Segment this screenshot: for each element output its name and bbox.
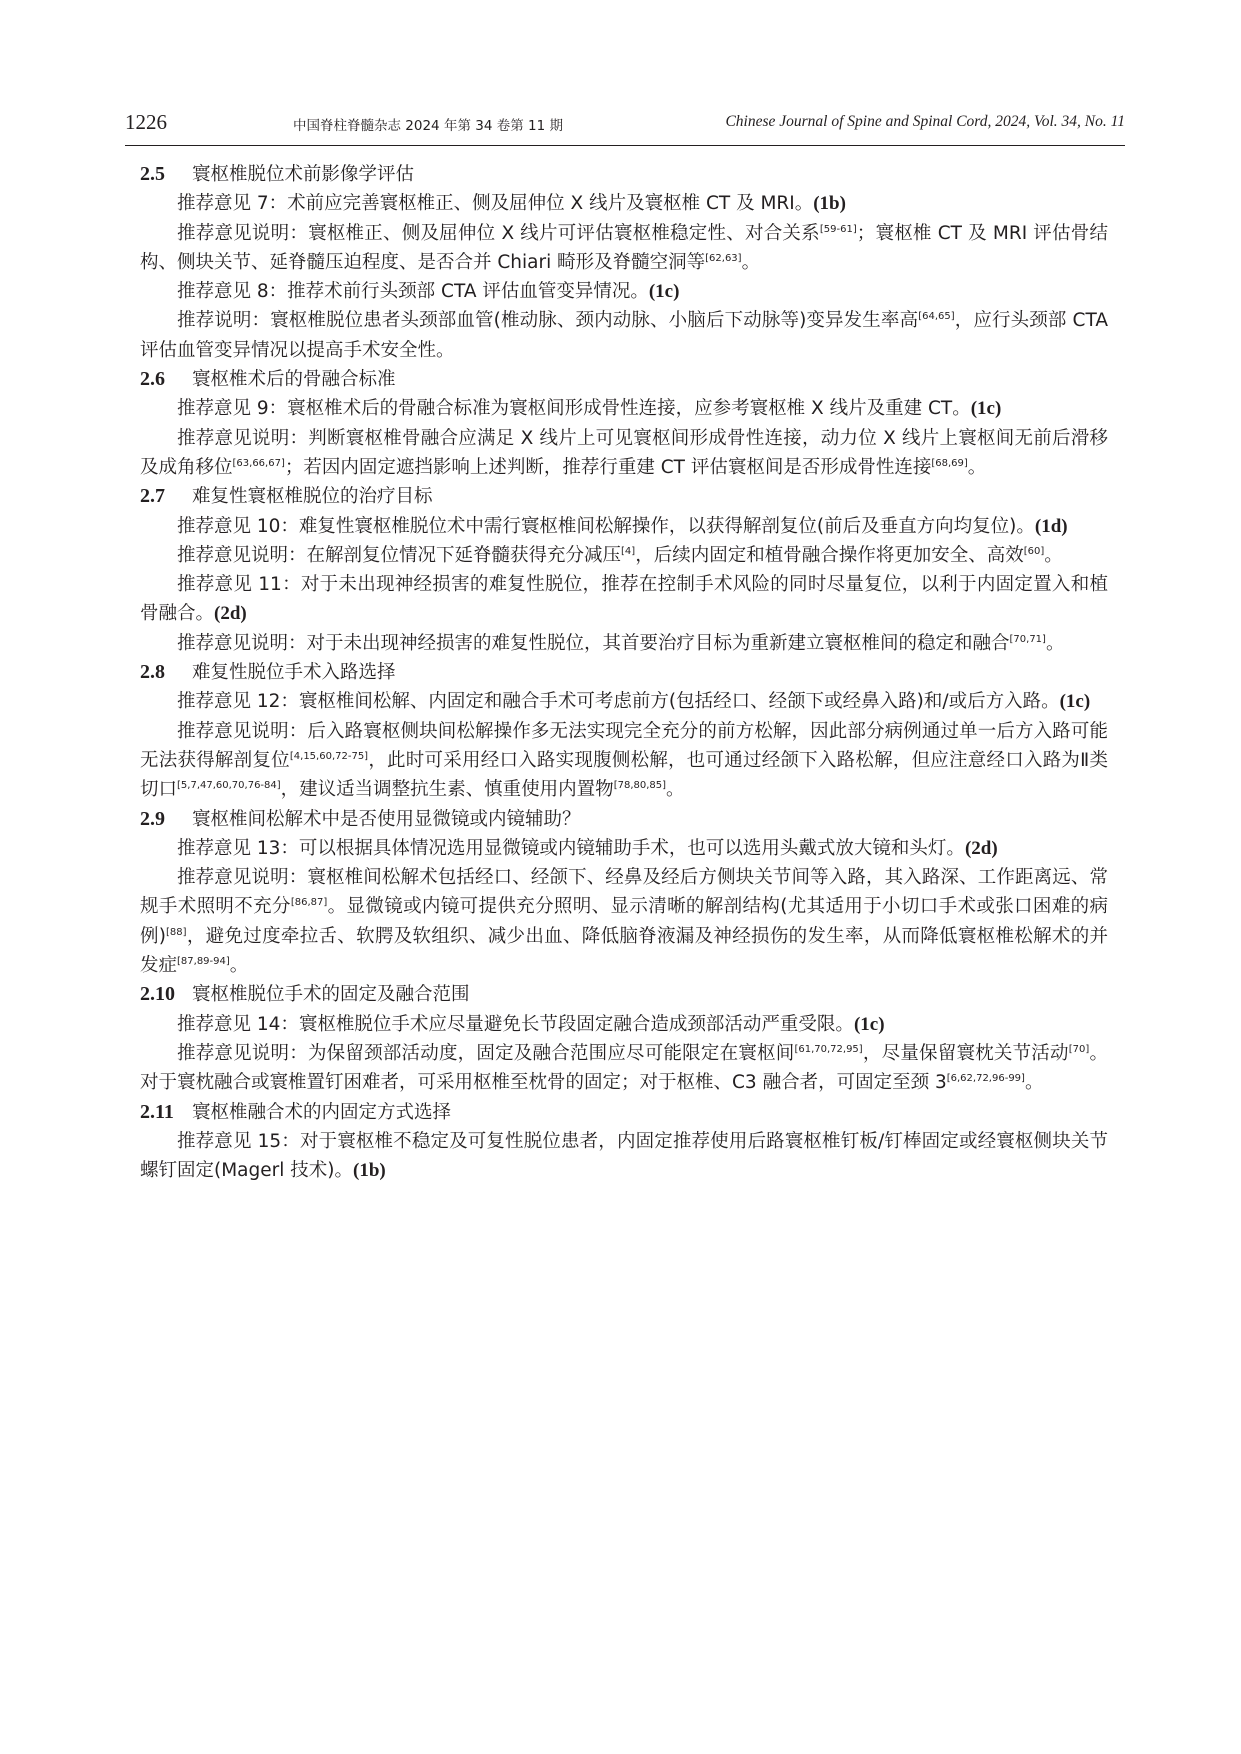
paragraph-text: ，此时可采用经口入路实现腹侧松解，也可通过经颌下入路松解，但应注意经口入路为Ⅱ类切口 xyxy=(140,749,1108,801)
section-title: 寰枢椎术后的骨融合标准 xyxy=(192,369,396,391)
citation-ref: [60] xyxy=(1023,545,1045,557)
evidence-level: (2d) xyxy=(964,837,998,859)
paragraph-text: ；寰枢椎 CT 及 MRI 评估骨结构、侧块关节、延脊髓压迫程度、是否合并 Chiari 畸形及脊髓空洞等 xyxy=(140,222,1108,273)
recommendation-paragraph xyxy=(140,424,1108,483)
citation-ref: [78,80,85] xyxy=(613,780,667,792)
paragraph-text: 推荐意见 7：术前应完善寰枢椎正、侧及屈伸位 X 线片及寰枢椎 CT 及 MRI。 xyxy=(177,193,814,215)
section-title: 寰枢椎脱位术前影像学评估 xyxy=(192,164,415,185)
paragraph-text: ；若因内固定遮挡影响上述判断，推荐行重建 CT 评估寰枢间是否形成骨性连接 xyxy=(284,456,932,478)
citation-ref: [86,87] xyxy=(290,897,328,909)
citation-ref: [4,15,60,72-75] xyxy=(289,750,369,762)
section-number: 2.10 xyxy=(140,983,175,1006)
section-number: 2.8 xyxy=(140,661,165,684)
section-heading xyxy=(140,365,1108,394)
recommendation-paragraph xyxy=(140,629,1108,658)
section-heading xyxy=(140,482,1108,511)
section-number: 2.9 xyxy=(140,807,165,830)
article-body xyxy=(140,160,1108,1185)
section-number: 2.5 xyxy=(140,163,165,185)
recommendation-paragraph xyxy=(140,512,1108,541)
evidence-level: (2d) xyxy=(214,603,247,625)
evidence-level: (1c) xyxy=(853,1013,885,1035)
citation-ref: [5,7,47,60,70,76-84] xyxy=(177,780,281,792)
section-title: 寰枢椎融合术的内固定方式选择 xyxy=(192,1101,452,1123)
paragraph-text: ，建议适当调整抗生素、慎重使用内置物 xyxy=(280,779,614,801)
section-heading xyxy=(140,980,1108,1009)
citation-ref: [59-61] xyxy=(819,223,857,235)
recommendation-paragraph xyxy=(140,834,1108,863)
recommendation-paragraph xyxy=(140,687,1108,716)
paragraph-text: 推荐说明：寰枢椎脱位患者头颈部血管(椎动脉、颈内动脉、小脑后下动脉等)变异发生率高 xyxy=(177,310,919,332)
citation-ref: [62,63] xyxy=(705,252,742,264)
citation-ref: [6,62,72,96-99] xyxy=(946,1073,1025,1085)
paragraph-text: 。 xyxy=(229,955,249,977)
recommendation-paragraph xyxy=(140,394,1108,423)
section-number: 2.11 xyxy=(140,1100,174,1123)
recommendation-paragraph xyxy=(140,717,1108,805)
section-number: 2.6 xyxy=(140,368,165,391)
citation-ref: [4] xyxy=(621,545,636,557)
section-title: 寰枢椎脱位手术的固定及融合范围 xyxy=(192,984,470,1006)
evidence-level: (1b) xyxy=(353,1160,386,1182)
paragraph-text: 推荐意见 13：可以根据具体情况选用显微镜或内镜辅助手术，也可以选用头戴式放大镜和头灯。 xyxy=(177,837,965,859)
section-title: 难复性脱位手术入路选择 xyxy=(192,662,396,684)
paragraph-text: 推荐意见 15：对于寰枢椎不稳定及可复性脱位患者，内固定推荐使用后路寰枢椎钉板/钉棒固定或经寰枢侧块关节螺钉固定(Magerl 技术)。 xyxy=(140,1130,1108,1182)
section-number: 2.7 xyxy=(140,485,165,508)
paragraph-text: 。对于寰枕融合或寰椎置钉困难者，可采用枢椎至枕骨的固定；对于枢椎、C3 融合者，可固定至颈 3 xyxy=(140,1042,1108,1094)
paragraph-text: 推荐意见 14：寰枢椎脱位手术应尽量避免长节段固定融合造成颈部活动严重受限。 xyxy=(177,1013,854,1035)
paragraph-text: 。显微镜或内镜可提供充分照明、显示清晰的解剖结构(尤其适用于小切口手术或张口困难的病例) xyxy=(140,896,1108,947)
recommendation-paragraph xyxy=(140,189,1108,218)
citation-ref: [68,69] xyxy=(931,457,968,469)
recommendation-paragraph xyxy=(140,1127,1108,1186)
paragraph-text: 推荐意见说明：在解剖复位情况下延脊髓获得充分减压 xyxy=(177,544,622,566)
section-heading xyxy=(140,160,1108,189)
paragraph-text: 推荐意见说明：寰枢椎间松解术包括经口、经颌下、经鼻及经后方侧块关节间等入路，其入路深、工作距离远、常规手术照明不充分 xyxy=(140,867,1108,918)
paragraph-text: 推荐意见说明：对于未出现神经损害的难复性脱位，其首要治疗目标为重新建立寰枢椎间的稳定和融合 xyxy=(177,632,1010,654)
paragraph-text: 。 xyxy=(1024,1072,1044,1094)
evidence-level: (1d) xyxy=(1034,515,1068,537)
recommendation-paragraph xyxy=(140,1039,1108,1098)
paragraph-text: ，应行头颈部 CTA 评估血管变异情况以提高手术安全性。 xyxy=(140,310,1108,361)
citation-ref: [63,66,67] xyxy=(232,457,285,469)
paragraph-text: 。 xyxy=(1044,544,1063,566)
paragraph-text: ，避免过度牵拉舌、软腭及软组织、减少出血、降低脑脊液漏及神经损伤的发生率，从而降低寰枢椎松解术的并发症 xyxy=(140,925,1108,977)
recommendation-paragraph xyxy=(140,541,1108,570)
paragraph-text: 推荐意见 8：推荐术前行头颈部 CTA 评估血管变异情况。 xyxy=(177,281,649,303)
paragraph-text: 推荐意见说明：后入路寰枢侧块间松解操作多无法实现完全充分的前方松解，因此部分病例通过单一后方入路可能无法获得解剖复位 xyxy=(140,720,1108,771)
citation-ref: [87,89-94] xyxy=(177,956,230,968)
paragraph-text: 。 xyxy=(666,779,685,801)
section-title: 难复性寰枢椎脱位的治疗目标 xyxy=(192,486,433,508)
paragraph-text: 。 xyxy=(741,251,761,273)
paragraph-text: 推荐意见 10：难复性寰枢椎脱位术中需行寰枢椎间松解操作，以获得解剖复位(前后及垂直方向均复位)。 xyxy=(177,515,1035,537)
section-title: 寰枢椎间松解术中是否使用显微镜或内镜辅助？ xyxy=(192,808,581,830)
section-heading xyxy=(140,658,1108,687)
recommendation-paragraph xyxy=(140,863,1108,980)
citation-ref: [88] xyxy=(166,926,187,938)
paragraph-text: 推荐意见说明：寰枢椎正、侧及屈伸位 X 线片可评估寰枢椎稳定性、对合关系 xyxy=(177,222,820,244)
citation-ref: [61,70,72,95] xyxy=(794,1043,863,1055)
journal-title-en: Chinese Journal of Spine and Spinal Cord, 2024, Vol. 34, No. 11 xyxy=(725,113,1125,130)
evidence-level: (1c) xyxy=(970,398,1002,420)
citation-ref: [70] xyxy=(1068,1043,1090,1055)
paragraph-text: 。 xyxy=(967,456,987,478)
recommendation-paragraph xyxy=(140,570,1108,629)
paragraph-text: ，后续内固定和植骨融合操作将更加安全、高效 xyxy=(635,544,1024,566)
citation-ref: [64,65] xyxy=(918,311,955,323)
journal-title-cn: 中国脊柱脊髓杂志 2024 年第 34 卷第 11 期 xyxy=(293,118,563,134)
page-number: 1226 xyxy=(125,110,167,134)
evidence-level: (1c) xyxy=(1059,691,1091,713)
paragraph-text: 推荐意见 9：寰枢椎术后的骨融合标准为寰枢间形成骨性连接，应参考寰枢椎 X 线片及重建 CT。 xyxy=(177,398,971,420)
recommendation-paragraph xyxy=(140,219,1108,278)
paragraph-text: 。 xyxy=(1045,632,1065,654)
paragraph-text: 推荐意见 11：对于未出现神经损害的难复性脱位，推荐在控制手术风险的同时尽量复位，以利于内固定置入和植骨融合。 xyxy=(140,574,1108,625)
recommendation-paragraph xyxy=(140,306,1108,365)
citation-ref: [70,71] xyxy=(1009,633,1046,645)
evidence-level: (1b) xyxy=(813,193,846,215)
evidence-level: (1c) xyxy=(648,281,680,303)
section-heading xyxy=(140,805,1108,834)
paragraph-text: 推荐意见说明：判断寰枢椎骨融合应满足 X 线片上可见寰枢间形成骨性连接，动力位 X 线片上寰枢间无前后滑移及成角移位 xyxy=(140,427,1108,478)
page-header xyxy=(125,110,1125,142)
recommendation-paragraph xyxy=(140,277,1108,306)
section-heading xyxy=(140,1098,1108,1127)
header-divider xyxy=(125,145,1125,146)
paragraph-text: 推荐意见说明：为保留颈部活动度，固定及融合范围应尽可能限定在寰枢间 xyxy=(177,1042,795,1064)
paragraph-text: ，尽量保留寰枕关节活动 xyxy=(862,1042,1069,1064)
paragraph-text: 推荐意见 12：寰枢椎间松解、内固定和融合手术可考虑前方(包括经口、经颌下或经鼻入路)和/或后方入路。 xyxy=(177,691,1060,713)
recommendation-paragraph xyxy=(140,1010,1108,1039)
